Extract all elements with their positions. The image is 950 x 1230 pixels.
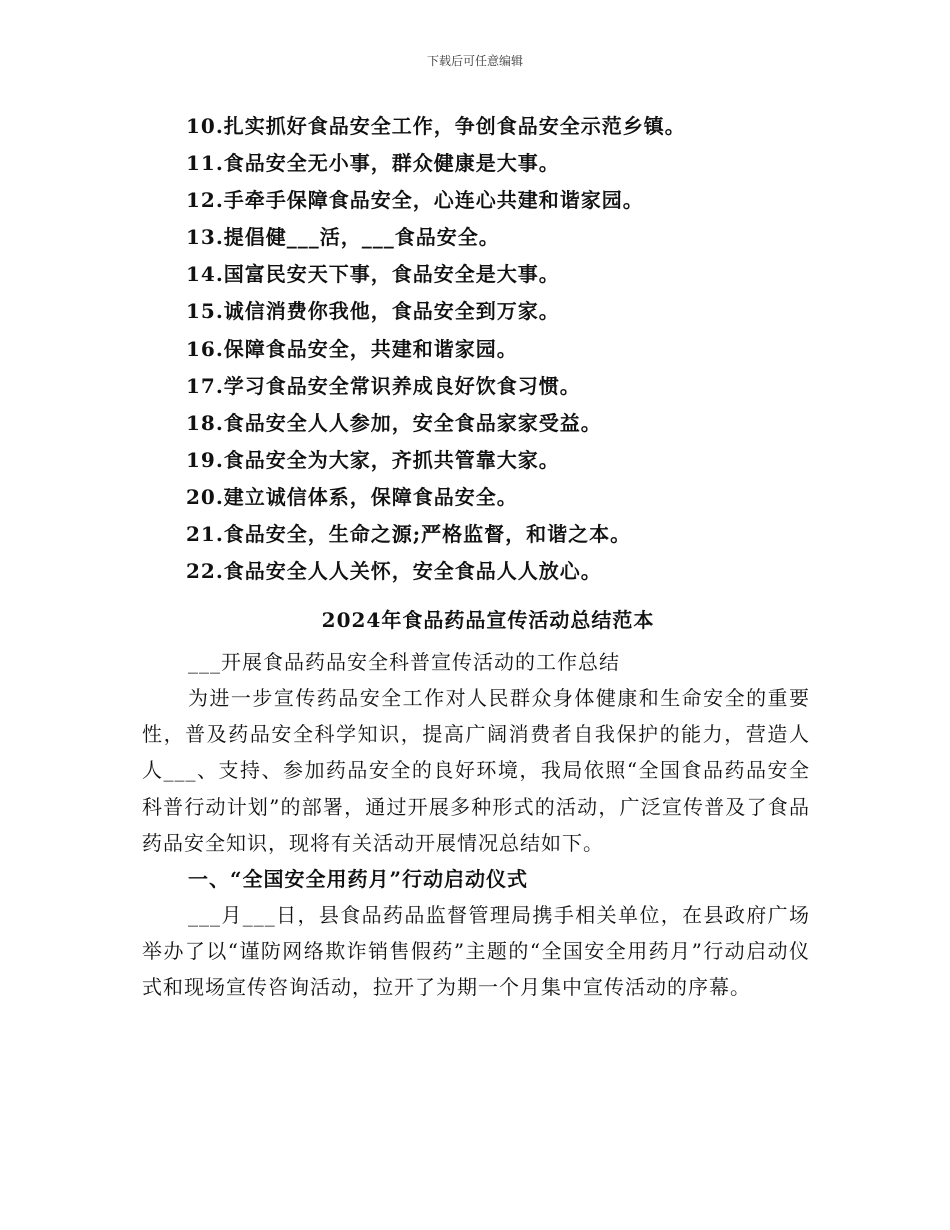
header-note: 下载后可任意编辑 xyxy=(426,54,523,68)
slogan-item: 10.扎实抓好食品安全工作，争创食品安全示范乡镇。 xyxy=(186,114,686,138)
slogan-item: 18.食品安全人人参加，安全食品家家受益。 xyxy=(186,410,602,435)
slogan-item: 13.提倡健___活，___食品安全。 xyxy=(186,225,500,250)
slogan-item: 11.食品安全无小事，群众健康是大事。 xyxy=(186,151,560,176)
slogan-item: 20.建立诚信体系，保障食品安全。 xyxy=(186,484,518,509)
intro-paragraph: 为进一步宣传药品安全工作对人民群众身体健康和生命安全的重要性，普及药品安全科学知识，提高广阔消费者自我保护的能力，营造人人___、支持、参加药品安全的良好环境，我局依照“全国食品药品安全科普行动计划”的部署，通过开展多种形式的活动，广泛宣传普及了食品药品安全知识，现将有关活动开展情况总结如下。 xyxy=(142,686,810,855)
slogan-list xyxy=(186,108,686,590)
section-paragraph: ___月___日，县食品药品监督管理局携手相关单位，在县政府广场举办了以“谨防网络欺诈销售假药”主题的“全国安全用药月”行动启动仪式和现场宣传咨询活动，拉开了为期一个月集中宣传活动的序幕。 xyxy=(142,903,810,1000)
article xyxy=(142,600,810,1006)
slogan-item: 19.食品安全为大家，齐抓共管靠大家。 xyxy=(186,447,560,472)
slogan-item: 14.国富民安天下事，食品安全是大事。 xyxy=(186,262,560,287)
slogan-item: 12.手牵手保障食品安全，心连心共建和谐家园。 xyxy=(186,188,644,213)
slogan-item: 21.食品安全，生命之源;严格监督，和谐之本。 xyxy=(186,522,632,547)
article-title: 2024年食品药品宣传活动总结范本 xyxy=(321,608,655,632)
slogan-item: 15.诚信消费你我他，食品安全到万家。 xyxy=(186,299,560,324)
slogan-item: 16.保障食品安全，共建和谐家园。 xyxy=(186,336,518,361)
article-subtitle: ___开展食品药品安全科普宣传活动的工作总结 xyxy=(188,650,620,674)
slogan-item: 17.学习食品安全常识养成良好饮食习惯。 xyxy=(186,373,581,398)
slogan-item: 22.食品安全人人关怀，安全食品人人放心。 xyxy=(186,559,602,584)
section-heading: 一、“全国安全用药月”行动启动仪式 xyxy=(188,867,529,892)
